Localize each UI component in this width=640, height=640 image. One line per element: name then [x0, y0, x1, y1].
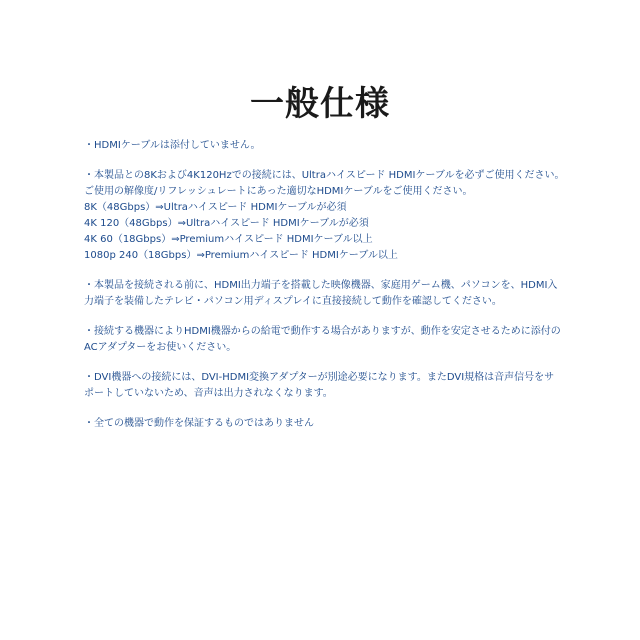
- note-line: ・接続する機器によりHDMI機器からの給電で動作する場合がありますが、動作を安定させるために添付の: [84, 326, 561, 337]
- note-line: ・本製品を接続される前に、HDMI出力端子を搭載した映像機器、家庭用ゲーム機、パソコンを、HDMI入: [84, 280, 558, 291]
- spec-line-1080p240: 1080p 240（18Gbps）⇒Premiumハイスピード HDMIケーブル以上: [84, 250, 398, 261]
- note-dvi-connection: [84, 370, 564, 402]
- note-line: ・HDMIケーブルは添付していません。: [84, 140, 261, 151]
- note-line: ご使用の解像度/リフレッシュレートにあった適切なHDMIケーブルをご使用ください。: [84, 186, 473, 197]
- spec-line-8k: 8K（48Gbps）⇒Ultraハイスピード HDMIケーブルが必須: [84, 202, 347, 213]
- spec-line-4k120: 4K 120（48Gbps）⇒Ultraハイスピード HDMIケーブルが必須: [84, 218, 369, 229]
- note-no-guarantee: [84, 416, 564, 432]
- note-connection-check: [84, 278, 564, 310]
- note-no-cable: [84, 138, 564, 154]
- note-line: ・本製品との8Kおよび4K120Hzでの接続には、Ultraハイスピード HDMIケーブルを必ずご使用ください。: [84, 170, 565, 181]
- note-line: 力端子を装備したテレビ・パソコン用ディスプレイに直接接続して動作を確認してください。: [84, 296, 502, 307]
- note-line: ・全ての機器で動作を保証するものではありません: [84, 418, 314, 429]
- note-line: ポートしていないため、音声は出力されなくなります。: [84, 388, 333, 399]
- spec-line-4k60: 4K 60（18Gbps）⇒Premiumハイスピード HDMIケーブル以上: [84, 234, 373, 245]
- spec-content: [84, 138, 564, 446]
- note-line: ・DVI機器への接続には、DVI-HDMI変換アダプターが別途必要になります。またDVI規格は音声信号をサ: [84, 372, 555, 383]
- note-power-supply: [84, 324, 564, 356]
- page-title: 一般仕様: [250, 84, 390, 124]
- note-cable-requirements: [84, 168, 564, 264]
- note-line: ACアダプターをお使いください。: [84, 342, 237, 353]
